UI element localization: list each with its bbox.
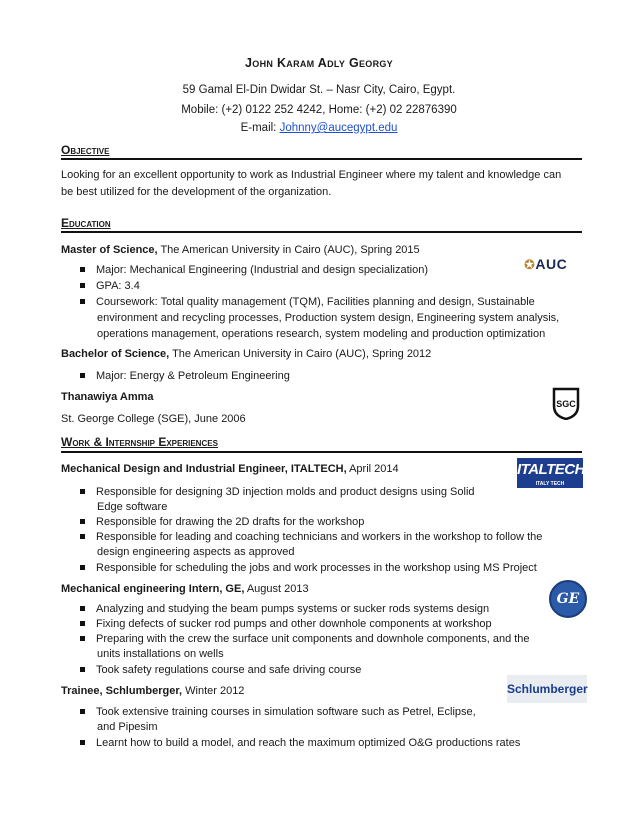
job-title: Mechanical Design and Industrial Engineer, ITALTECH, April 2014 xyxy=(61,463,399,475)
list-item-continuation: environment and recycling processes, Production system design, Engineering system analysis, xyxy=(97,312,560,324)
phone-numbers: Mobile: (+2) 0122 252 4242, Home: (+2) 02 22876390 xyxy=(181,104,457,116)
italtech-logo: ITALTECH ITALY TECH xyxy=(517,458,583,488)
list-item: Major: Energy & Petroleum Engineering xyxy=(80,370,290,382)
section-divider xyxy=(61,231,582,233)
svg-text:SGC: SGC xyxy=(556,399,576,409)
auc-emblem-icon: ✪ xyxy=(524,257,536,272)
schlumberger-logo: Schlumberger xyxy=(507,675,587,703)
list-item: Major: Mechanical Engineering (Industrial and design specialization) xyxy=(80,264,428,276)
email-label: E-mail: xyxy=(240,122,280,134)
list-item-continuation: design engineering aspects as approved xyxy=(97,546,295,558)
email-link[interactable]: Johnny@aucegypt.edu xyxy=(279,122,398,134)
list-item: GPA: 3.4 xyxy=(80,280,140,292)
list-item: Preparing with the crew the surface unit components and downhole components, and the xyxy=(80,633,530,645)
applicant-name: John Karam Adly Georgy xyxy=(245,56,393,70)
education-heading: Education xyxy=(61,216,111,230)
auc-logo: ✪AUC xyxy=(524,256,568,272)
list-item: Took safety regulations course and safe driving course xyxy=(80,664,361,676)
list-item: Analyzing and studying the beam pumps systems or sucker rods systems design xyxy=(80,603,489,615)
list-item: Took extensive training courses in simulation software such as Petrel, Eclipse, xyxy=(80,706,476,718)
job-title: Trainee, Schlumberger, Winter 2012 xyxy=(61,685,245,697)
job-title: Mechanical engineering Intern, GE, August 2013 xyxy=(61,583,309,595)
list-item: Responsible for leading and coaching technicians and workers in the workshop to follow the xyxy=(80,531,542,543)
degree-title: Bachelor of Science, xyxy=(61,348,170,360)
sgc-logo xyxy=(551,386,581,420)
list-item: Fixing defects of sucker rod pumps and other downhole components at workshop xyxy=(80,618,492,630)
list-item-continuation: and Pipesim xyxy=(97,721,158,733)
degree-detail: The American University in Cairo (AUC), Spring 2012 xyxy=(169,348,432,360)
list-item: Responsible for drawing the 2D drafts for the workshop xyxy=(80,516,364,528)
degree-detail: The American University in Cairo (AUC), Spring 2015 xyxy=(157,244,420,256)
ge-logo: GE xyxy=(549,580,587,618)
list-item: Responsible for scheduling the jobs and work processes in the workshop using MS Project xyxy=(80,562,537,574)
thanawiya-title: Thanawiya Amma xyxy=(61,391,154,403)
email-line xyxy=(0,122,638,134)
objective-text: Looking for an excellent opportunity to work as Industrial Engineer where my talent and knowledge can be best utilized for the development of the organization. xyxy=(61,169,562,198)
degree-title: Master of Science, xyxy=(61,244,158,256)
list-item-continuation: operations management, operations research, system modeling and production optimization xyxy=(97,328,546,340)
masters-degree xyxy=(61,244,420,256)
list-item-continuation: Edge software xyxy=(97,501,168,513)
list-item: Responsible for designing 3D injection molds and product designs using Solid xyxy=(80,486,475,498)
list-item: Coursework: Total quality management (TQM), Facilities planning and design, Sustainable xyxy=(80,296,535,308)
work-heading: Work & Internship Experiences xyxy=(61,435,218,449)
thanawiya-detail: St. George College (SGE), June 2006 xyxy=(61,413,246,425)
section-divider xyxy=(61,451,582,453)
section-divider xyxy=(61,158,582,160)
address: 59 Gamal El-Din Dwidar St. – Nasr City, Cairo, Egypt. xyxy=(182,84,456,96)
list-item: Learnt how to build a model, and reach the maximum optimized O&G productions rates xyxy=(80,737,520,749)
list-item-continuation: units installations on wells xyxy=(97,648,224,660)
bachelor-degree xyxy=(61,348,431,360)
objective-heading: Objective xyxy=(61,143,110,157)
